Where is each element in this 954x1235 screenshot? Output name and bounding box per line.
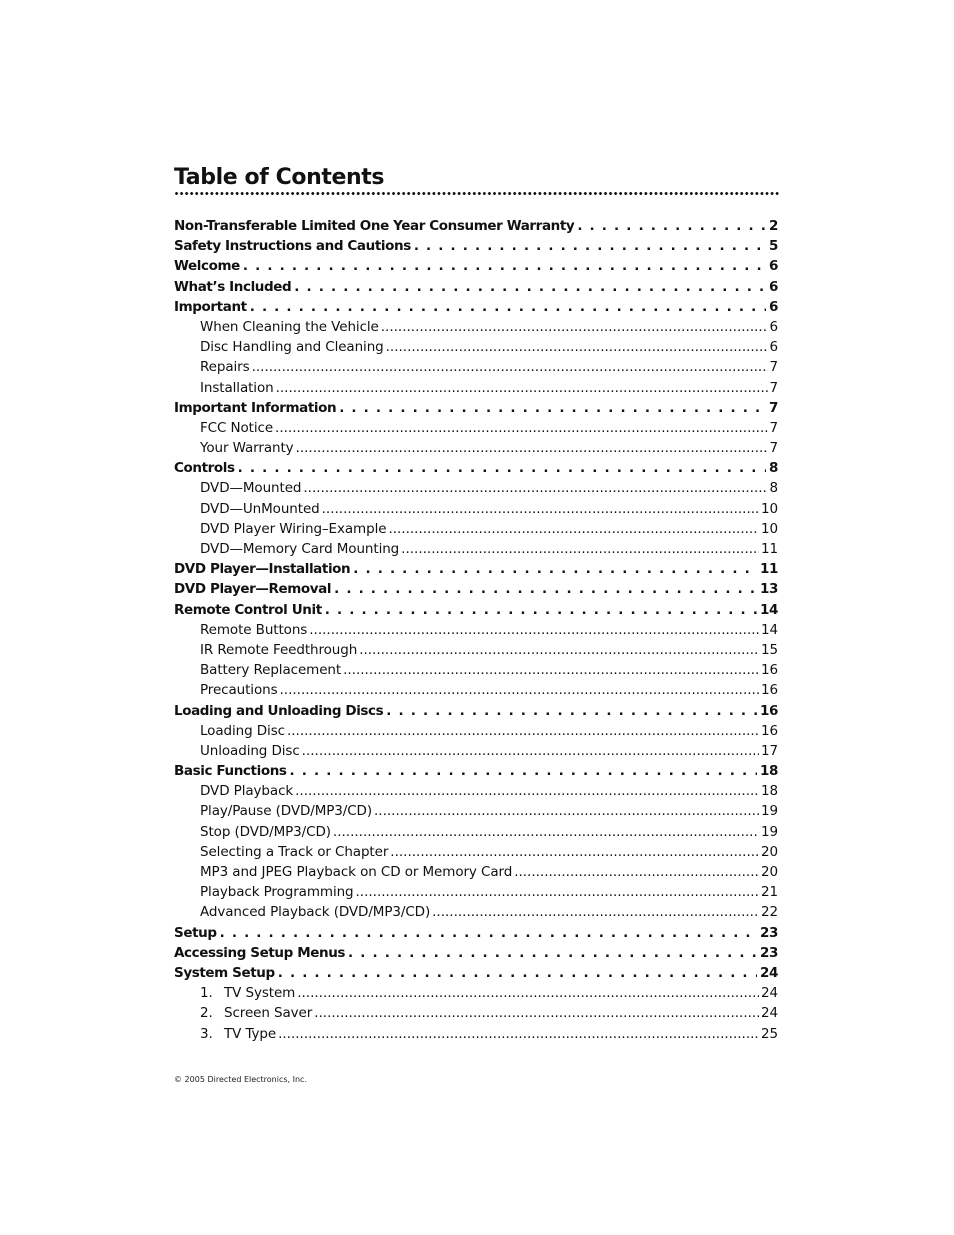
toc-page-number: 24 [760, 964, 778, 981]
toc-page-number: 19 [761, 823, 778, 840]
dot-leader [343, 660, 759, 680]
dot-leader [390, 842, 759, 862]
toc-page-number: 13 [760, 581, 778, 598]
toc-page-number: 15 [761, 641, 778, 658]
toc-entry-label: DVD—Memory Card Mounting [200, 541, 400, 557]
dot-leader [250, 297, 766, 317]
toc-page-number: 6 [769, 258, 778, 275]
toc-section[interactable] [174, 559, 778, 579]
toc-entry-label: Precautions [200, 682, 278, 699]
toc-entry-label: Important Information [174, 399, 337, 416]
toc-subsection[interactable] [174, 680, 778, 700]
dot-leader [238, 458, 766, 478]
dot-leader [577, 216, 766, 236]
toc-subsection[interactable] [174, 317, 778, 337]
toc-section[interactable] [174, 458, 778, 478]
toc-entry-label: Installation [200, 379, 274, 396]
toc-section[interactable] [174, 297, 778, 317]
toc-subsection[interactable] [174, 478, 778, 498]
toc-entry-label: Your Warranty [200, 440, 294, 457]
toc-subsection[interactable] [174, 882, 778, 902]
toc-section[interactable] [174, 236, 778, 256]
toc-subsection[interactable] [174, 983, 778, 1003]
toc-entry-label: Play/Pause (DVD/MP3/CD) [200, 803, 373, 820]
toc-subsection[interactable] [174, 721, 778, 741]
dotted-rule [174, 191, 780, 196]
toc-entry-label: DVD Player Wiring–Example [200, 520, 387, 537]
dot-leader [220, 923, 757, 943]
toc-section[interactable] [174, 277, 778, 297]
toc-entry-label: Basic Functions [174, 763, 287, 780]
toc-subsection[interactable] [174, 1003, 778, 1023]
toc-page-number: 7 [769, 359, 778, 376]
dot-leader [297, 983, 759, 1003]
toc-page-number: 16 [761, 662, 778, 679]
copyright-notice: © 2005 Directed Electronics, Inc. [174, 1075, 307, 1084]
toc-page-number: 21 [761, 884, 778, 901]
toc-page-number: 16 [760, 702, 778, 719]
toc-entry-number: 2. [200, 1005, 213, 1022]
toc-page-number: 6 [769, 298, 778, 315]
dot-leader [414, 236, 766, 256]
toc-entry-number: 3. [200, 1025, 213, 1042]
dot-leader [339, 398, 766, 418]
table-of-contents [174, 216, 778, 1044]
toc-entry-label: Repairs [200, 359, 250, 376]
toc-subsection[interactable] [174, 640, 778, 660]
toc-entry-label: Important [174, 298, 247, 315]
dot-leader [278, 963, 757, 983]
dot-leader [348, 943, 757, 963]
toc-entry-label: Battery Replacement [200, 662, 342, 679]
toc-page-number: 14 [761, 621, 778, 638]
toc-subsection[interactable] [174, 862, 778, 882]
toc-section[interactable] [174, 701, 778, 721]
toc-page-number: 6 [769, 278, 778, 295]
dot-leader [302, 741, 759, 761]
toc-section[interactable] [174, 963, 778, 983]
toc-page-number: 19 [761, 803, 778, 820]
toc-section[interactable] [174, 398, 778, 418]
toc-page-number: 14 [760, 601, 778, 618]
toc-page-number: 8 [769, 460, 778, 477]
toc-page-number: 25 [761, 1025, 778, 1042]
toc-entry-label: DVD Playback [200, 783, 294, 800]
toc-section[interactable] [174, 579, 778, 599]
toc-entry-label: Non-Transferable Limited One Year Consumer Warranty [174, 218, 575, 234]
toc-section[interactable] [174, 600, 778, 620]
toc-section[interactable] [174, 923, 778, 943]
toc-subsection[interactable] [174, 741, 778, 761]
dot-leader [401, 539, 759, 559]
toc-page-number: 17 [761, 742, 778, 759]
toc-entry-label: Screen Saver [224, 1005, 313, 1022]
dot-leader [356, 882, 760, 902]
toc-entry-label: What’s Included [174, 278, 292, 295]
toc-page-number: 20 [761, 864, 778, 880]
toc-section[interactable] [174, 761, 778, 781]
dot-leader [276, 378, 768, 398]
toc-entry-label: MP3 and JPEG Playback on CD or Memory Card [200, 864, 513, 880]
dot-leader [303, 478, 767, 498]
toc-page-number: 5 [769, 238, 778, 255]
toc-page-number: 22 [761, 904, 778, 921]
toc-entry-label: Advanced Playback (DVD/MP3/CD) [200, 904, 431, 921]
toc-subsection[interactable] [174, 822, 778, 842]
toc-entry-label: When Cleaning the Vehicle [200, 318, 379, 335]
toc-subsection[interactable] [174, 620, 778, 640]
dot-leader [359, 640, 759, 660]
toc-entry-label: Remote Buttons [200, 621, 308, 638]
toc-subsection[interactable] [174, 1024, 778, 1044]
dot-leader [243, 256, 766, 276]
dot-leader [294, 277, 766, 297]
dot-leader [381, 317, 768, 337]
toc-page-number: 23 [760, 944, 778, 961]
toc-entry-label: Disc Handling and Cleaning [200, 339, 384, 356]
toc-entry-label: Controls [174, 460, 235, 477]
dot-leader [287, 721, 759, 741]
toc-page-number: 16 [761, 682, 778, 699]
toc-entry-label: Accessing Setup Menus [174, 944, 346, 961]
toc-entry-label: Remote Control Unit [174, 601, 322, 618]
dot-leader [333, 822, 759, 842]
dot-leader [295, 781, 759, 801]
toc-subsection[interactable] [174, 337, 778, 357]
toc-page-number: 24 [761, 1005, 778, 1022]
toc-entry-label: FCC Notice [200, 419, 274, 436]
dot-leader [514, 862, 759, 882]
dot-leader [275, 418, 767, 438]
dot-leader [278, 1024, 759, 1044]
toc-subsection[interactable] [174, 842, 778, 862]
toc-page-number: 7 [769, 399, 778, 416]
toc-subsection[interactable] [174, 438, 778, 458]
dot-leader [290, 761, 757, 781]
toc-entry-label: IR Remote Feedthrough [200, 641, 358, 658]
dot-leader [432, 902, 759, 922]
dot-leader [322, 499, 759, 519]
dot-leader [296, 438, 768, 458]
toc-entry-label: Loading and Unloading Discs [174, 702, 384, 719]
toc-entry-label: DVD—UnMounted [200, 500, 320, 517]
toc-entry-label: DVD—Mounted [200, 480, 302, 497]
dot-leader [386, 337, 768, 357]
toc-section[interactable] [174, 256, 778, 276]
toc-page-number: 11 [761, 541, 778, 557]
toc-page-number: 23 [760, 924, 778, 941]
toc-entry-label: Safety Instructions and Cautions [174, 238, 411, 255]
toc-entry-label: DVD Player—Removal [174, 581, 332, 598]
toc-entry-label: Selecting a Track or Chapter [200, 843, 389, 860]
dot-leader [386, 701, 757, 721]
toc-page-number: 6 [769, 318, 778, 335]
toc-page-number: 7 [769, 379, 778, 396]
toc-entry-label: Setup [174, 924, 217, 941]
toc-page-number: 10 [761, 520, 778, 537]
toc-entry-label: TV System [224, 985, 296, 1002]
toc-page-number: 6 [769, 339, 778, 356]
dot-leader [334, 579, 757, 599]
page-title: Table of Contents [174, 165, 385, 190]
toc-subsection[interactable] [174, 801, 778, 821]
toc-entry-label: System Setup [174, 964, 275, 981]
toc-entry-label: Stop (DVD/MP3/CD) [200, 823, 331, 840]
dot-leader [314, 1003, 759, 1023]
toc-subsection[interactable] [174, 781, 778, 801]
dot-leader [280, 680, 760, 700]
toc-page-number: 7 [769, 440, 778, 457]
toc-entry-label: Playback Programming [200, 884, 354, 901]
toc-subsection[interactable] [174, 418, 778, 438]
toc-page-number: 2 [769, 218, 778, 234]
dot-leader [353, 559, 757, 579]
toc-page-number: 18 [760, 763, 778, 780]
toc-page-number: 18 [761, 783, 778, 800]
toc-section[interactable] [174, 943, 778, 963]
dot-leader [388, 519, 759, 539]
toc-subsection[interactable] [174, 539, 778, 559]
toc-subsection[interactable] [174, 357, 778, 377]
toc-page-number: 11 [760, 561, 778, 578]
dot-leader [325, 600, 757, 620]
dot-leader [374, 801, 759, 821]
dot-leader [309, 620, 759, 640]
toc-page-number: 7 [769, 419, 778, 436]
toc-subsection[interactable] [174, 499, 778, 519]
toc-page-number: 24 [761, 985, 778, 1002]
toc-subsection[interactable] [174, 660, 778, 680]
toc-entry-label: Loading Disc [200, 722, 285, 739]
toc-entry-label: Welcome [174, 258, 240, 275]
dot-leader [252, 357, 768, 377]
toc-page-number: 10 [761, 500, 778, 517]
toc-subsection[interactable] [174, 902, 778, 922]
toc-page-number: 8 [769, 480, 778, 497]
toc-entry-label: DVD Player—Installation [174, 561, 351, 578]
toc-entry-label: Unloading Disc [200, 742, 300, 759]
toc-page-number: 20 [761, 843, 778, 860]
toc-section[interactable] [174, 216, 778, 236]
toc-subsection[interactable] [174, 519, 778, 539]
toc-subsection[interactable] [174, 378, 778, 398]
toc-entry-number: 1. [200, 985, 213, 1002]
toc-page-number: 16 [761, 722, 778, 739]
toc-entry-label: TV Type [224, 1025, 277, 1042]
